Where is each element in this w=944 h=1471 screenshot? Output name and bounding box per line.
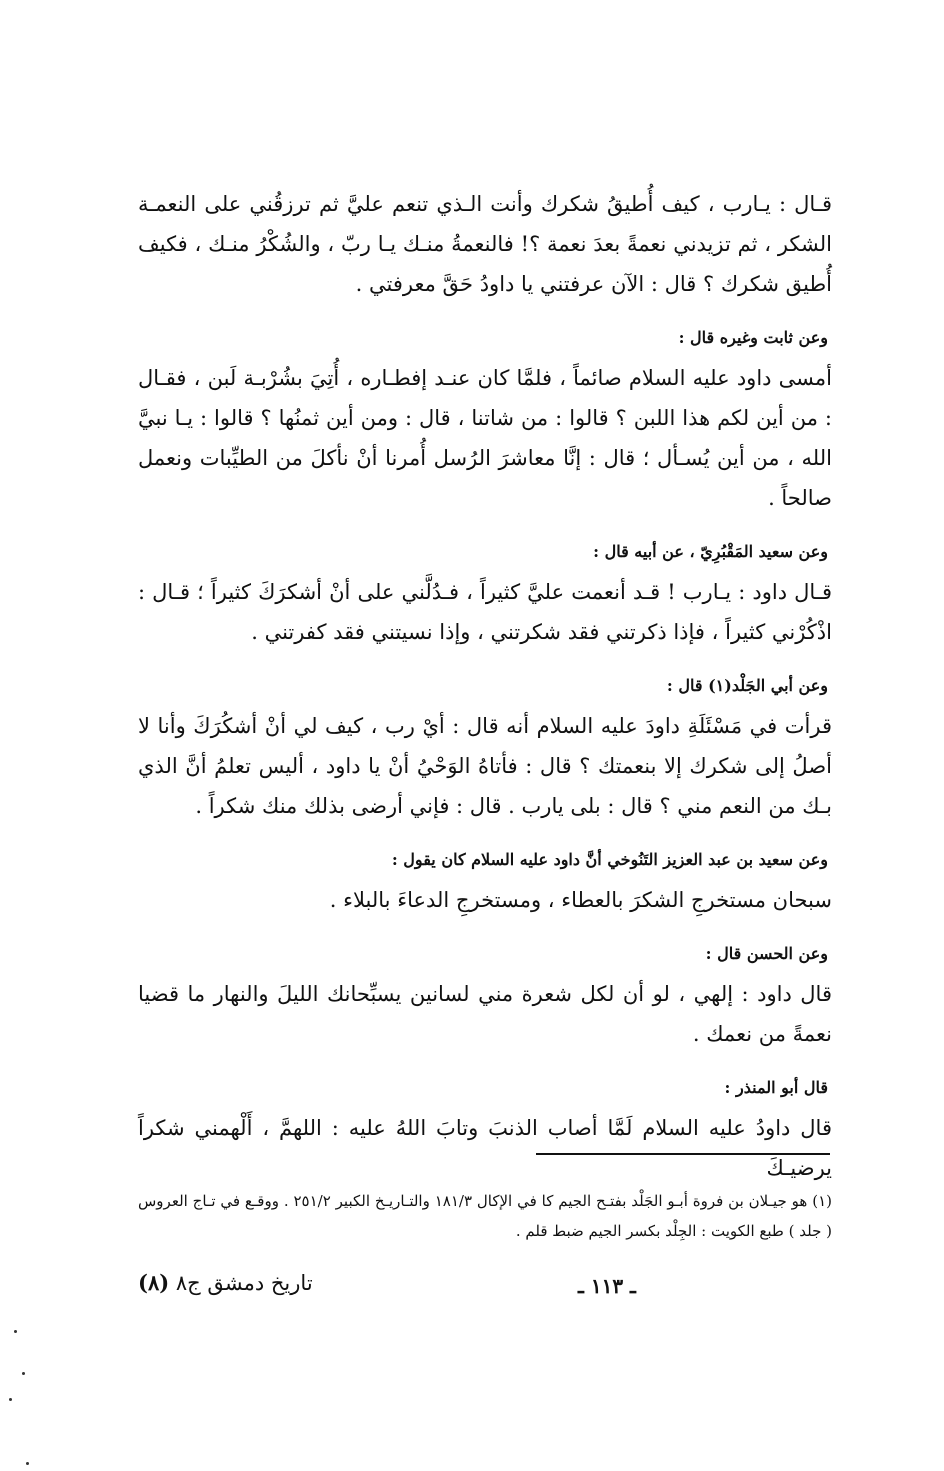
paragraph: أمسى داود عليه السلام صائماً ، فلمَّا كان عنـد إفطـاره ، أُتِيَ بشُرْبـة لَبن ، فقـال : من أين لكم هذا اللبن ؟ قالوا : من شاتنا ، قال : ومن أين ثمنُها ؟ قالوا : يـا نبيَّ الله ، من أين يُسـأل ؛ قال : إنَّا معاشرَ الرُسل أُمرنا أنْ نأكلَ من الطيِّبات ونعمل صالحاً . — [138, 366, 832, 510]
narrator-heading: وعن الحسن قال : — [705, 944, 828, 963]
scan-speck — [14, 1330, 17, 1333]
paragraph: قال داودُ عليه السلام لَمَّا أصاب الذنبَ وتابَ اللهُ عليه : اللهمَّ ، أَلْهمني شكراً يرضيـكَ — [138, 1116, 832, 1180]
narrator-heading: وعن سعيد المَقْبُرِيّ ، عن أبيه قال : — [593, 542, 828, 561]
source-title-text: تاريخ دمشق ج٨ — [175, 1271, 313, 1295]
source-title — [138, 1270, 313, 1295]
paragraph: قرأت في مَسْئَلَةِ داودَ عليه السلام أنه قال : أيْ رب ، كيف لي أنْ أشكُرَكَ وأنا لا أصلُ إلى شكرك إلا بنعمتك ؟ قال : فأتاهُ الوَحْيُ أنْ يا داود ، أليس تعلمُ أنَّ الذي بـك من النعم مني ؟ قال : بلى يارب . قال : فإني أرضى بذلك منك شكراً . — [138, 714, 832, 818]
scan-speck — [26, 1462, 29, 1465]
footnotes — [138, 1186, 832, 1246]
narrator-heading: وعن ثابت وغيره قال : — [678, 328, 828, 347]
narrator-heading: قال أبو المنذر : — [724, 1078, 828, 1097]
source-volume: (٨) — [138, 1270, 170, 1295]
scan-speck — [22, 1372, 25, 1375]
paragraph: قال داود : إلهي ، لو أن لكل شعرة مني لسانين يسبِّحانك الليلَ والنهار ما قضيا نعمةً من نعمك . — [138, 982, 832, 1046]
narrator-heading: وعن سعيد بن عبد العزيز التَنُوخي أنَّ داود عليه السلام كان يقول : — [391, 850, 828, 869]
page-footer — [138, 1270, 832, 1310]
main-text — [138, 184, 832, 1188]
paragraph: قـال : يـارب ، كيف أُطيقُ شكرك وأنت الـذي تنعم عليَّ ثم ترزقُني على النعمـة الشكر ، ثم تزيدني نعمةً بعدَ نعمة ؟! فالنعمةُ منـك يـا ربّ ، والشُكْرُ منـك ، فكيف أُطيق شكرك ؟ قال : الآن عرفتني يا داودُ حَقَّ معرفتي . — [138, 192, 832, 296]
paragraph: قـال داود : يـارب ! قـد أنعمت عليَّ كثيراً ، فـدُلَّني على أنْ أشكرَكَ كثيراً ؛ قـال : اذْكُرْني كثيراً ، فإذا ذكرتني فقد شكرتني ، وإذا نسيتني فقد كفرتني . — [138, 580, 832, 644]
scan-speck — [9, 1398, 12, 1401]
page-number: ـ ١١٣ ـ — [578, 1274, 636, 1298]
narrator-heading: وعن أبي الجَلْد(١) قال : — [666, 676, 828, 695]
footnote: (١) هو جيـلان بن فروة أبـو الجَلْد بفتـح الجيم كا في الإكال ١٨١/٣ والتـاريـخ الكبير ٢٥١/٢ . ووقـع في تـاج العروس ( جلد ) طبع الكويت : الجِلْد بكسر الجيم ضبط قلم . — [138, 1192, 832, 1240]
footnote-divider — [536, 1153, 830, 1155]
paragraph: سبحان مستخرجِ الشكرَ بالعطاء ، ومستخرجِ الدعاءَ بالبلاء . — [329, 888, 832, 912]
